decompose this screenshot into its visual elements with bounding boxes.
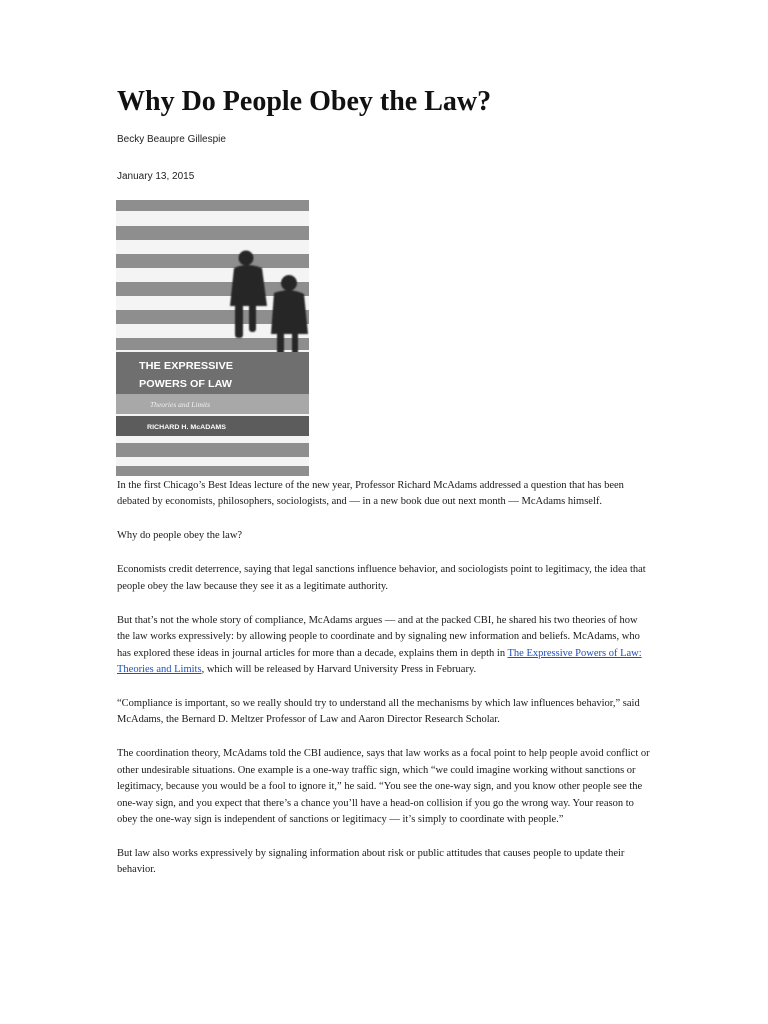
article-title: Why Do People Obey the Law?: [117, 86, 492, 117]
cover-subtitle-band: [116, 394, 309, 414]
article-author: Becky Beaupre Gillespie: [117, 134, 226, 145]
book-title-link[interactable]: The Expressive Powers of Law: Theories and Limits: [117, 647, 642, 676]
article-body: [117, 478, 652, 896]
paragraph-6: The coordination theory, McAdams told the CBI audience, says that law works as a focal point to help people avoid conflict or other undesirable situations. One example is a one-way traffic sign, which “we could imagine working without sanctions or legitimacy, because you would be a fool to ignore it,” he said. “You see the one-way sign, and you know other people see the one-way sign, and you expect that there’s a chance you’ll have a head-on collision if you go the wrong way. Your reason to obey the one-way sign is independent of sanctions or legitimacy — it’s simply to coordinate with people.”: [117, 748, 650, 826]
paragraph-4: [117, 613, 652, 679]
cover-title-line-1: THE EXPRESSIVE: [139, 361, 234, 372]
article-date: January 13, 2015: [117, 171, 195, 182]
paragraph-4-text-after: , which will be released by Harvard University Press in February.: [201, 664, 477, 676]
paragraph-5: “Compliance is important, so we really should try to understand all the mechanisms by which law influences behavior,” said McAdams, the Bernard D. Meltzer Professor of Law and Aaron Director Research Scholar.: [117, 698, 640, 726]
paragraph-7: But law also works expressively by signaling information about risk or public attitudes that causes people to update their behavior.: [117, 848, 625, 876]
paragraph-1: In the first Chicago’s Best Ideas lecture of the new year, Professor Richard McAdams addressed a question that has been debated by economists, philosophers, sociologists, and — in a new book due out next month — McAdams himself.: [117, 480, 624, 508]
paragraph-4-text-before: But that’s not the whole story of compliance, McAdams argues — and at the packed CBI, he shared his two theories of how the law works expressively: by allowing people to coordinate and by signaling new information and beliefs. McAdams, who has explored these ideas in journal articles for more than a decade, explains them in depth in: [117, 614, 640, 659]
paragraph-3: Economists credit deterrence, saying that legal sanctions influence behavior, and sociologists point to legitimacy, the idea that people obey the law because they see it as a legitimate authority.: [117, 564, 646, 592]
paragraph-2: Why do people obey the law?: [117, 530, 243, 542]
cover-title-line-2: POWERS OF LAW: [139, 379, 233, 390]
cover-author: RICHARD H. McADAMS: [147, 425, 226, 431]
cover-subtitle: Theories and Limits: [150, 401, 211, 409]
book-cover-image: [116, 200, 309, 476]
